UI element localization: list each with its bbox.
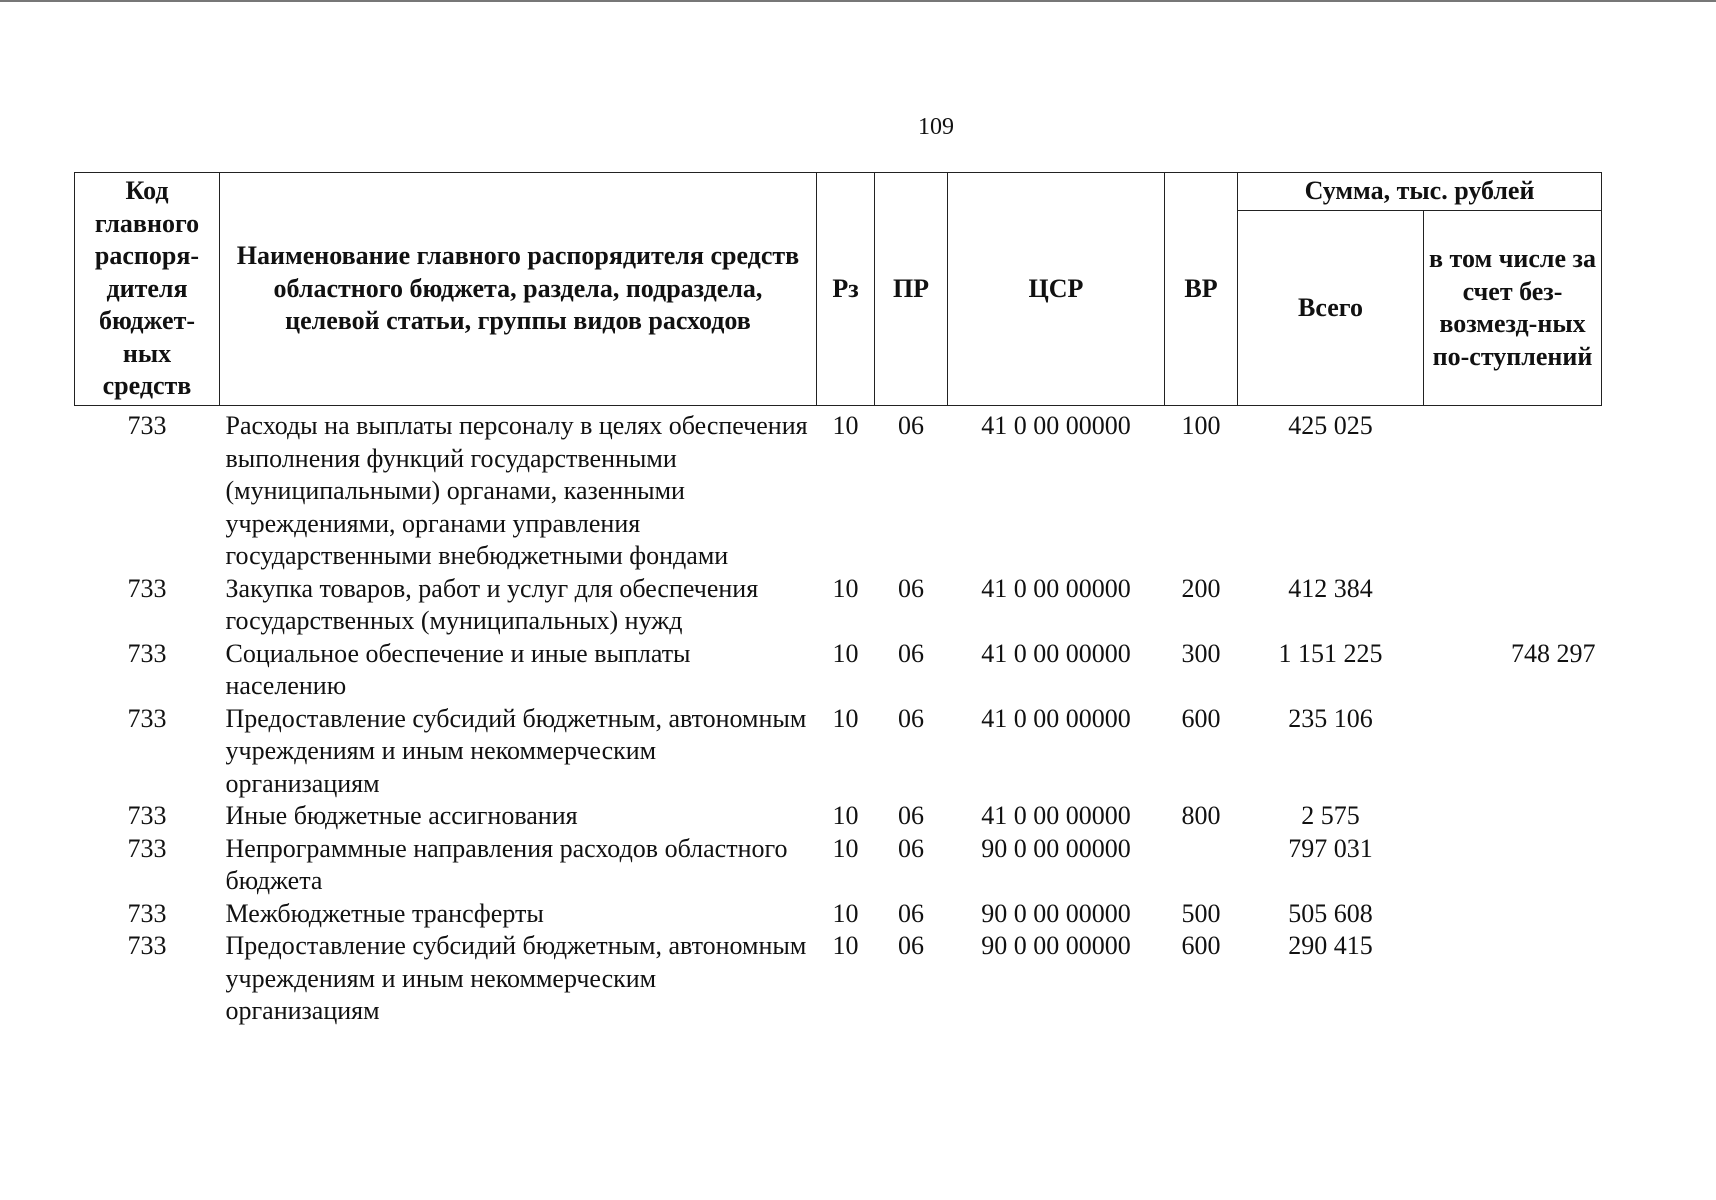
- header-vr: ВР: [1165, 173, 1238, 406]
- cell-total: 290 415: [1288, 931, 1373, 960]
- cell-vr: 800: [1181, 801, 1221, 830]
- cell-total: 797 031: [1288, 833, 1373, 863]
- cell-code: 733: [127, 898, 167, 928]
- cell-csr: 41 0 00 00000: [981, 703, 1131, 733]
- cell-pr: 06: [898, 573, 924, 603]
- cell-rz: 10: [832, 573, 859, 603]
- table-body: [75, 406, 1602, 1028]
- cell-grant: [1424, 833, 1602, 898]
- cell-grant: [1424, 703, 1602, 801]
- cell-code: 733: [127, 833, 167, 863]
- cell-rz: 10: [832, 638, 859, 668]
- table-row: [75, 898, 1602, 931]
- cell-csr: 90 0 00 00000: [981, 833, 1131, 863]
- header-rz: Рз: [817, 173, 875, 406]
- cell-name: Предоставление субсидий бюджетным, автономным учреждениям и иным некоммерческим организациям: [225, 931, 807, 1025]
- cell-rz: 10: [832, 931, 859, 960]
- cell-name: Предоставление субсидий бюджетным, автономным учреждениям и иным некоммерческим организациям: [225, 703, 807, 798]
- header-total: Всего: [1238, 211, 1424, 406]
- cell-total: 425 025: [1288, 411, 1373, 440]
- cell-csr: 90 0 00 00000: [981, 931, 1131, 960]
- cell-total: 1 151 225: [1278, 638, 1383, 668]
- cell-grant: [1424, 406, 1602, 573]
- table-row: [75, 703, 1602, 801]
- page-number: [0, 114, 1716, 141]
- table-row: [75, 833, 1602, 898]
- table-row: [75, 406, 1602, 573]
- table-row: [75, 800, 1602, 833]
- top-border-line: [0, 0, 1716, 2]
- cell-pr: 06: [898, 411, 924, 440]
- cell-code: 733: [127, 411, 167, 440]
- cell-code: 733: [127, 703, 167, 733]
- table-row: [75, 930, 1602, 1028]
- cell-grant: 748 297: [1511, 638, 1596, 668]
- cell-total: 505 608: [1288, 898, 1373, 928]
- table-row: [75, 573, 1602, 638]
- cell-name: Закупка товаров, работ и услуг для обеспечения государственных (муниципальных) нужд: [225, 573, 759, 635]
- table-row: [75, 638, 1602, 703]
- header-code: Код главного распоря-дителя бюджет-ных средств: [75, 173, 220, 406]
- cell-vr: 200: [1181, 573, 1221, 603]
- cell-pr: 06: [898, 833, 924, 863]
- cell-vr: 300: [1181, 638, 1221, 668]
- cell-pr: 06: [898, 638, 924, 668]
- cell-rz: 10: [832, 833, 859, 863]
- table-header: [75, 173, 1602, 406]
- cell-csr: 41 0 00 00000: [981, 573, 1131, 603]
- cell-rz: 10: [832, 801, 859, 830]
- cell-vr: [1165, 833, 1238, 898]
- header-name: Наименование главного распорядителя средств областного бюджета, раздела, подраздела, целевой статьи, группы видов расходов: [220, 173, 817, 406]
- cell-code: 733: [127, 573, 167, 603]
- header-csr: ЦСР: [948, 173, 1165, 406]
- cell-name: Расходы на выплаты персоналу в целях обеспечения выполнения функций государственными (муниципальными) органами, казенными учреждениями, органами управления государственными внебюджетными фондами: [225, 411, 808, 570]
- cell-name: Непрограммные направления расходов областного бюджета: [225, 833, 788, 895]
- cell-total: 412 384: [1288, 573, 1373, 603]
- cell-rz: 10: [832, 703, 859, 733]
- cell-rz: 10: [832, 411, 859, 440]
- cell-grant: [1424, 573, 1602, 638]
- cell-pr: 06: [898, 801, 924, 830]
- cell-vr: 600: [1181, 931, 1221, 960]
- cell-rz: 10: [832, 898, 859, 928]
- cell-grant: [1424, 898, 1602, 931]
- cell-vr: 100: [1181, 411, 1221, 440]
- cell-code: 733: [127, 801, 167, 830]
- cell-pr: 06: [898, 898, 924, 928]
- cell-pr: 06: [898, 931, 924, 960]
- budget-table: [74, 172, 1602, 1028]
- cell-name: Межбюджетные трансферты: [225, 898, 544, 928]
- cell-grant: [1424, 800, 1602, 833]
- cell-csr: 90 0 00 00000: [981, 898, 1131, 928]
- cell-grant: [1424, 930, 1602, 1028]
- header-grant: в том числе за счет без-возмезд-ных по-ступлений: [1424, 211, 1602, 406]
- cell-csr: 41 0 00 00000: [981, 638, 1131, 668]
- cell-vr: 500: [1181, 898, 1221, 928]
- header-sum-group: Сумма, тыс. рублей: [1238, 173, 1602, 211]
- cell-pr: 06: [898, 703, 924, 733]
- cell-name: Социальное обеспечение и иные выплаты населению: [225, 638, 691, 700]
- cell-total: 2 575: [1301, 801, 1360, 830]
- cell-csr: 41 0 00 00000: [981, 411, 1131, 440]
- cell-vr: 600: [1181, 703, 1221, 733]
- cell-csr: 41 0 00 00000: [981, 801, 1131, 830]
- cell-name: Иные бюджетные ассигнования: [225, 801, 578, 830]
- cell-total: 235 106: [1288, 703, 1373, 733]
- header-pr: ПР: [875, 173, 948, 406]
- cell-code: 733: [127, 931, 167, 960]
- page-number-text: 109: [918, 114, 954, 140]
- cell-code: 733: [127, 638, 167, 668]
